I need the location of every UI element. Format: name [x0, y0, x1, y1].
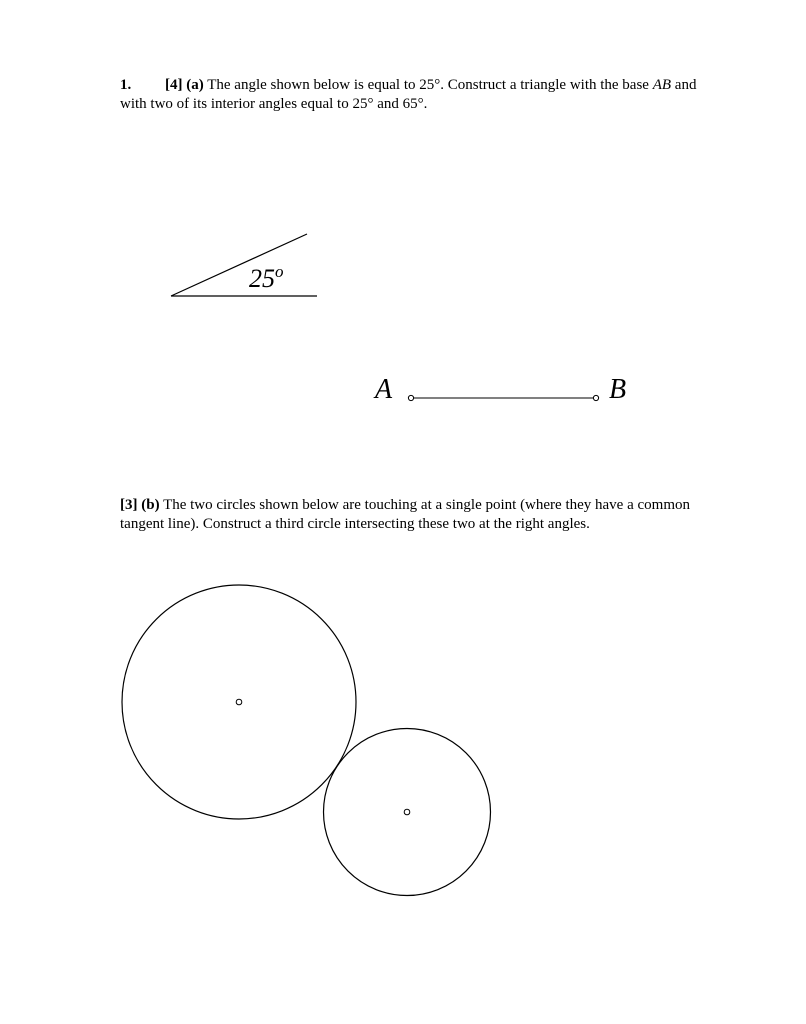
point-b-label: B — [609, 374, 627, 405]
part-a-label: (a) — [186, 77, 204, 93]
point-b-marker — [593, 395, 598, 400]
tangent-circles-figure — [122, 585, 491, 896]
angle-inclined-ray — [171, 234, 307, 296]
part-b-points: [3] — [120, 497, 138, 513]
point-a-label: A — [375, 374, 393, 405]
small-circle-center — [404, 809, 410, 815]
part-b-label: (b) — [141, 497, 160, 513]
large-circle-center — [236, 699, 242, 705]
part-b-text: The two circles shown below are touching at a single point (where they have a common tangent line). Construct a third circle intersecting these two at the right angles. — [120, 497, 690, 532]
question-number: 1. — [120, 77, 132, 93]
angle-label — [249, 262, 284, 293]
part-a-points: [4] — [165, 77, 183, 93]
point-a-marker — [408, 395, 413, 400]
part-a-text-2: and with two of its interior angles equal to 25° and 65°. — [120, 77, 697, 112]
part-a-text-1: The angle shown below is equal to 25°. Construct a triangle with the base — [203, 77, 653, 93]
segment-ab-figure — [373, 374, 626, 405]
angle-label-unit: o — [275, 262, 284, 281]
angle-label-value: 25 — [249, 264, 275, 293]
angle-figure — [171, 234, 317, 296]
part-a-base-name: AB — [652, 77, 672, 93]
